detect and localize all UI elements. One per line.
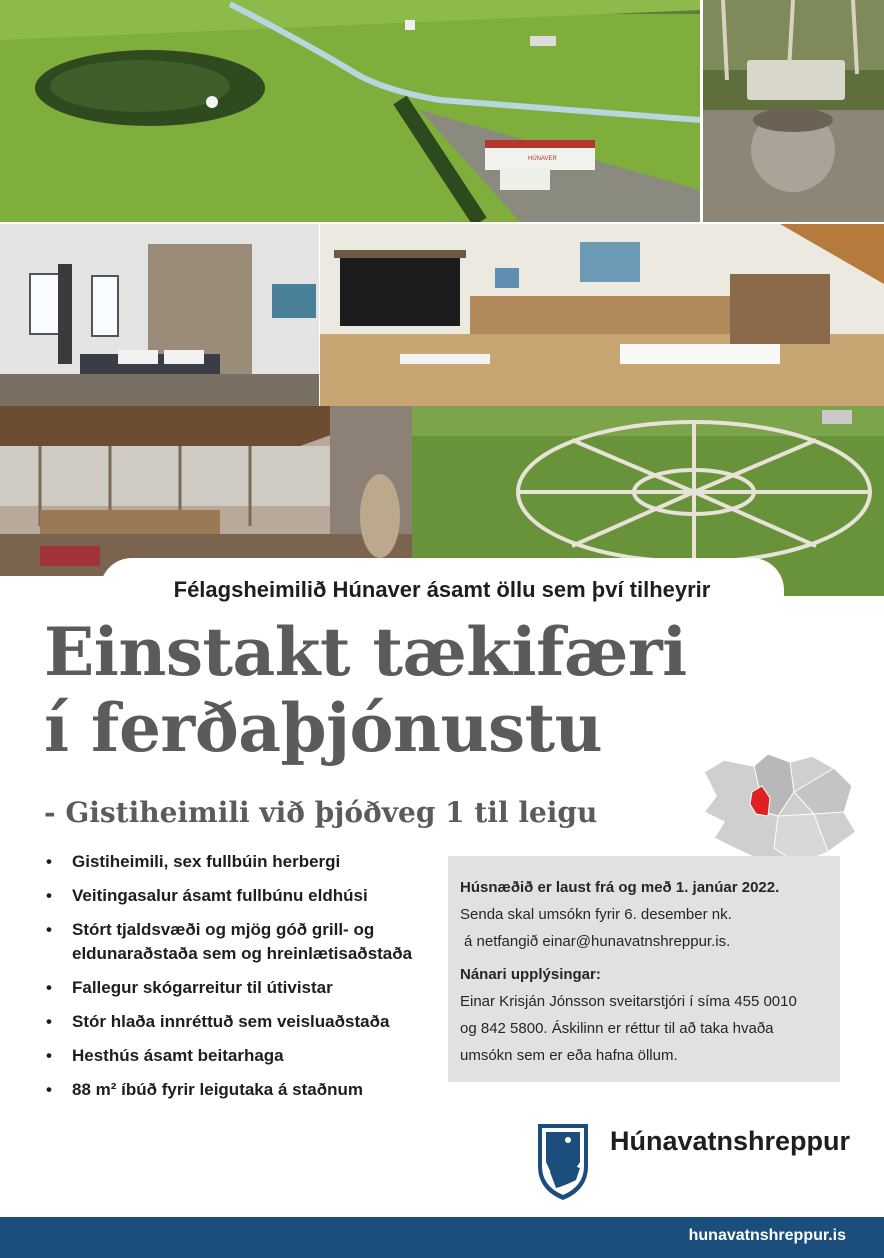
coat-of-arms-icon xyxy=(536,1122,590,1202)
photo-aerial-farm xyxy=(0,0,700,222)
bullet: • xyxy=(46,1012,52,1031)
apply-line-2: á netfangið einar@hunavatnshreppur.is. xyxy=(464,933,731,950)
photo-bedroom xyxy=(0,224,319,406)
bullet: • xyxy=(46,852,52,871)
iceland-map xyxy=(694,752,858,870)
feature-item xyxy=(44,1044,444,1068)
feature-text: 88 m² íbúð fyrir leigutaka á staðnum xyxy=(72,1080,363,1099)
apply-line-1: Senda skal umsókn fyrir 6. desember nk. xyxy=(460,906,732,923)
photo-stone-firepit xyxy=(703,0,884,222)
municipality-name: Húnavatnshreppur xyxy=(610,1126,851,1156)
website-link[interactable]: hunavatnshreppur.is xyxy=(688,1227,846,1244)
building-sign: HÚNAVER xyxy=(528,156,557,162)
more-info-heading: Nánari upplýsingar: xyxy=(460,966,601,983)
headline-line-2: í ferðaþjónustu xyxy=(44,689,603,767)
feature-item xyxy=(44,976,444,1000)
availability-text: Húsnæðið er laust frá og með 1. janúar 2022. xyxy=(460,879,780,896)
bullet: • xyxy=(46,886,52,905)
feature-item xyxy=(44,1010,444,1034)
feature-text: Stór hlaða innréttuð sem veisluaðstaða xyxy=(72,1012,390,1031)
bullet: • xyxy=(46,978,52,997)
bullet: • xyxy=(46,920,52,939)
photo-barn xyxy=(0,406,412,576)
feature-list xyxy=(44,850,444,1112)
feature-item xyxy=(44,1078,444,1102)
photo-hall xyxy=(320,224,884,406)
feature-text: Gistiheimili, sex fullbúin herbergi xyxy=(72,852,341,871)
footer-bar xyxy=(0,1217,884,1258)
feature-text: Veitingasalur ásamt fullbúnu eldhúsi xyxy=(72,886,368,905)
feature-item xyxy=(44,918,444,966)
contact-line-2: og 842 5800. Áskilinn er réttur til að taka hvaða xyxy=(460,1020,774,1037)
contact-line-1: Einar Krisján Jónsson sveitarstjóri í síma 455 0010 xyxy=(460,993,797,1010)
feature-item xyxy=(44,884,444,908)
subheadline: - Gistiheimili við þjóðveg 1 til leigu xyxy=(44,796,598,829)
contact-line-3: umsókn sem er eða hafna öllum. xyxy=(460,1047,678,1064)
feature-item xyxy=(44,850,444,874)
headline-line-1: Einstakt tækifæri xyxy=(44,613,687,691)
feature-text: Fallegur skógarreitur til útivistar xyxy=(72,978,333,997)
banner-text: Félagsheimilið Húnaver ásamt öllu sem því tilheyrir xyxy=(173,577,711,602)
bullet: • xyxy=(46,1080,52,1099)
feature-text: Stórt tjaldsvæði og mjög góð grill- og eldunaraðstaða sem og hreinlætisaðstaða xyxy=(72,920,413,963)
feature-text: Hesthús ásamt beitarhaga xyxy=(72,1046,284,1065)
bullet: • xyxy=(46,1046,52,1065)
headline xyxy=(44,614,687,766)
info-box xyxy=(448,856,840,1082)
